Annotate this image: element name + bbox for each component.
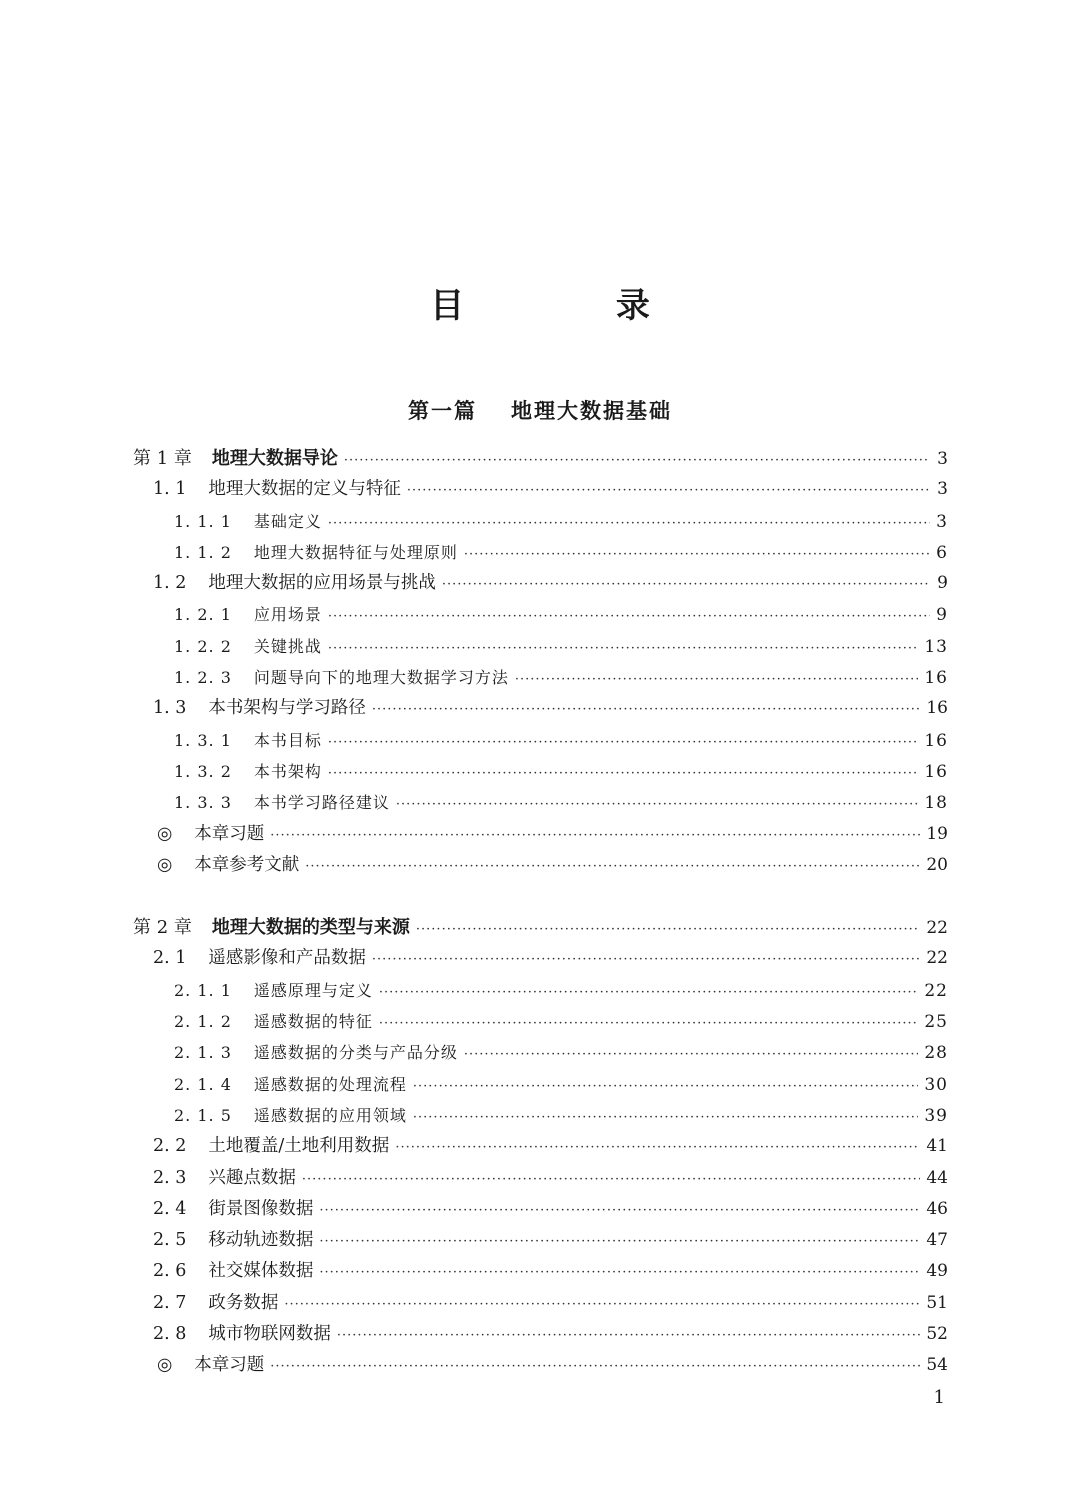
part-number: 第一篇: [408, 399, 477, 423]
toc-entry-page: 28: [924, 1043, 948, 1064]
toc-entry-number: 2. 7: [153, 1292, 187, 1313]
toc-entry[interactable]: [133, 1006, 948, 1037]
dot-leader: [328, 508, 930, 537]
toc-entry[interactable]: [133, 943, 948, 974]
toc-entry-page: 22: [926, 948, 948, 969]
toc-entry-title: 遥感数据的分类与产品分级: [253, 1043, 458, 1063]
toc-entry-number: 2. 8: [153, 1324, 187, 1345]
dot-leader: [379, 1008, 918, 1037]
toc-entry-page: 22: [924, 980, 948, 1001]
toc-entry[interactable]: [133, 1225, 948, 1256]
toc-entry-page: 41: [926, 1136, 948, 1157]
dot-leader: [319, 1257, 920, 1287]
toc-entry-number: ◎: [157, 854, 173, 875]
dot-leader: [372, 944, 920, 974]
dot-leader: [413, 1071, 918, 1100]
dot-leader: [372, 694, 920, 724]
toc-entry-title: 遥感原理与定义: [253, 980, 373, 1000]
toc-entry-title: 政务数据: [208, 1292, 279, 1313]
toc-entry[interactable]: [133, 819, 948, 850]
toc-entry-number: 第 2 章: [133, 917, 192, 939]
dot-leader: [270, 820, 920, 850]
toc-entry-title: 应用场景: [253, 605, 322, 625]
toc-entry-title: 社交媒体数据: [208, 1261, 314, 1282]
toc-entry-number: 2. 1. 1: [174, 980, 232, 1000]
toc-entry-title: 移动轨迹数据: [208, 1230, 314, 1251]
toc-entry-number: 2. 3: [153, 1167, 187, 1188]
toc-entry[interactable]: [133, 599, 948, 630]
toc-entry-page: 47: [926, 1230, 948, 1251]
toc-entry-number: 2. 4: [153, 1198, 187, 1219]
toc-entry-title: 兴趣点数据: [208, 1167, 296, 1188]
toc-entry-number: 1. 1. 2: [174, 542, 232, 562]
toc-entry-title: 土地覆盖/土地利用数据: [208, 1136, 390, 1157]
toc-entry-title: 本书架构与学习路径: [208, 698, 366, 719]
toc-entry-page: 3: [936, 511, 948, 532]
toc-entry-page: 16: [924, 730, 948, 751]
dot-leader: [379, 977, 918, 1006]
toc-entry-number: 第 1 章: [133, 448, 192, 469]
dot-leader: [442, 569, 930, 599]
dot-leader: [328, 727, 918, 756]
toc-entry[interactable]: [133, 850, 948, 881]
toc-entry-page: 30: [924, 1074, 948, 1095]
toc-entry-title: 遥感数据的处理流程: [253, 1074, 407, 1094]
toc-entry[interactable]: [133, 1194, 948, 1225]
dot-leader: [305, 851, 920, 881]
page-number: 1: [933, 1387, 945, 1408]
toc-entry-page: 20: [926, 854, 948, 875]
toc-entry[interactable]: [133, 1163, 948, 1194]
toc-entry-title: 本章参考文献: [194, 854, 300, 875]
dot-leader: [515, 664, 918, 693]
toc-entry-page: 16: [924, 668, 948, 689]
toc-entry-page: 13: [924, 636, 948, 657]
dot-leader: [396, 789, 918, 818]
page-title: 目 录: [430, 286, 720, 326]
dot-leader: [464, 539, 930, 568]
toc-entry[interactable]: [133, 756, 948, 787]
toc-entry-number: 2. 1. 5: [174, 1105, 232, 1125]
toc-entry-title: 地理大数据特征与处理原则: [253, 542, 458, 562]
dot-leader: [328, 601, 930, 630]
dot-leader: [413, 1102, 918, 1131]
part-title: [0, 395, 1080, 425]
dot-leader: [302, 1164, 920, 1194]
dot-leader: [284, 1289, 920, 1319]
toc-entry[interactable]: [133, 474, 948, 505]
toc-entry-page: 49: [926, 1261, 948, 1282]
toc-entry-number: 2. 6: [153, 1261, 187, 1282]
dot-leader: [344, 445, 930, 474]
toc-entry[interactable]: [133, 631, 948, 662]
toc-entry[interactable]: [133, 568, 948, 599]
toc-entry[interactable]: [133, 537, 948, 568]
dot-leader: [416, 914, 920, 943]
toc-entry-page: 51: [926, 1292, 948, 1313]
toc-entry-page: 3: [937, 449, 948, 469]
toc-entry-title: 街景图像数据: [208, 1198, 314, 1219]
toc-entry[interactable]: [133, 693, 948, 724]
dot-leader: [328, 758, 918, 787]
toc-entry-number: 1. 3. 3: [174, 793, 232, 813]
toc-entry-page: 25: [924, 1012, 948, 1033]
dot-leader: [319, 1226, 920, 1256]
toc-entry-page: 18: [924, 793, 948, 814]
toc-entry-title: 本章习题: [194, 1355, 265, 1376]
toc-entry-number: ◎: [157, 1355, 173, 1376]
toc-entry-title: 地理大数据导论: [211, 448, 338, 469]
toc-entry-page: 9: [937, 573, 948, 594]
toc-entry-title: 地理大数据的类型与来源: [211, 917, 410, 939]
toc-entry-number: 1. 2. 3: [174, 668, 232, 688]
toc-entry[interactable]: [133, 1037, 948, 1068]
toc-entry-number: 1. 3. 2: [174, 761, 232, 781]
dot-leader: [464, 1039, 918, 1068]
toc-entry-page: 16: [926, 698, 948, 719]
toc-entry[interactable]: [133, 506, 948, 537]
toc-entry[interactable]: [133, 787, 948, 818]
toc-entry[interactable]: [133, 1100, 948, 1131]
toc-entry-number: 1. 2. 2: [174, 636, 232, 656]
toc-entry[interactable]: [133, 912, 948, 943]
toc-entry-number: 2. 1: [153, 948, 187, 969]
toc-entry-page: 39: [924, 1105, 948, 1126]
toc-entry-number: 2. 2: [153, 1136, 187, 1157]
toc-entry-number: 1. 2: [153, 573, 187, 594]
toc-entry-page: 19: [926, 823, 948, 844]
toc-entry-page: 9: [936, 605, 948, 626]
toc-entry-number: 1. 3: [153, 698, 187, 719]
toc-entry-title: 本书架构: [253, 761, 322, 781]
toc-entry-title: 基础定义: [253, 511, 322, 531]
toc-entry-number: 2. 1. 4: [174, 1074, 232, 1094]
toc-entry-title: 遥感数据的应用领域: [253, 1105, 407, 1125]
toc-entry-page: 46: [926, 1198, 948, 1219]
toc-entry[interactable]: [133, 1069, 948, 1100]
toc-entry-title: 问题导向下的地理大数据学习方法: [253, 668, 509, 688]
toc-entry[interactable]: [133, 1350, 948, 1381]
toc-entry-page: 44: [926, 1167, 948, 1188]
toc-entry[interactable]: [133, 1131, 948, 1162]
toc-entry-title: 遥感影像和产品数据: [208, 948, 366, 969]
toc-entry-page: 16: [924, 761, 948, 782]
toc-entry-title: 遥感数据的特征: [253, 1012, 373, 1032]
toc-entry-number: 1. 1: [153, 479, 187, 500]
toc-entry-title: 本章习题: [194, 823, 265, 844]
toc-entry-title: 本书目标: [253, 730, 322, 750]
toc-entry-number: 1. 3. 1: [174, 730, 232, 750]
toc-entry[interactable]: [133, 975, 948, 1006]
toc-entry-page: 22: [926, 918, 948, 939]
toc-entry[interactable]: [133, 725, 948, 756]
toc-entry[interactable]: [133, 443, 948, 474]
toc-entry[interactable]: [133, 662, 948, 693]
dot-leader: [328, 633, 918, 662]
dot-leader: [407, 475, 930, 505]
toc-entry-number: 2. 1. 2: [174, 1012, 232, 1032]
toc-entry-page: 3: [937, 479, 948, 500]
toc-entry-number: 2. 1. 3: [174, 1043, 232, 1063]
toc-entry-page: 54: [926, 1355, 948, 1376]
toc-entry-title: 地理大数据的应用场景与挑战: [208, 573, 436, 594]
toc-entry-page: 52: [926, 1324, 948, 1345]
toc-entry-number: ◎: [157, 823, 173, 844]
table-of-contents: [133, 443, 948, 1382]
dot-leader: [319, 1195, 920, 1225]
toc-entry-page: 6: [936, 542, 948, 563]
toc-entry[interactable]: [133, 1319, 948, 1350]
toc-entry-title: 地理大数据的定义与特征: [208, 479, 401, 500]
toc-entry-number: 2. 5: [153, 1230, 187, 1251]
toc-entry-title: 城市物联网数据: [208, 1324, 331, 1345]
toc-entry[interactable]: [133, 1256, 948, 1287]
toc-entry-number: 1. 1. 1: [174, 511, 232, 531]
toc-entry-title: 关键挑战: [253, 636, 322, 656]
toc-entry[interactable]: [133, 1288, 948, 1319]
toc-entry-title: 本书学习路径建议: [253, 793, 390, 813]
dot-leader: [270, 1351, 920, 1381]
toc-entry-number: 1. 2. 1: [174, 605, 232, 625]
dot-leader: [337, 1320, 920, 1350]
dot-leader: [395, 1132, 920, 1162]
part-name: 地理大数据基础: [511, 399, 672, 423]
